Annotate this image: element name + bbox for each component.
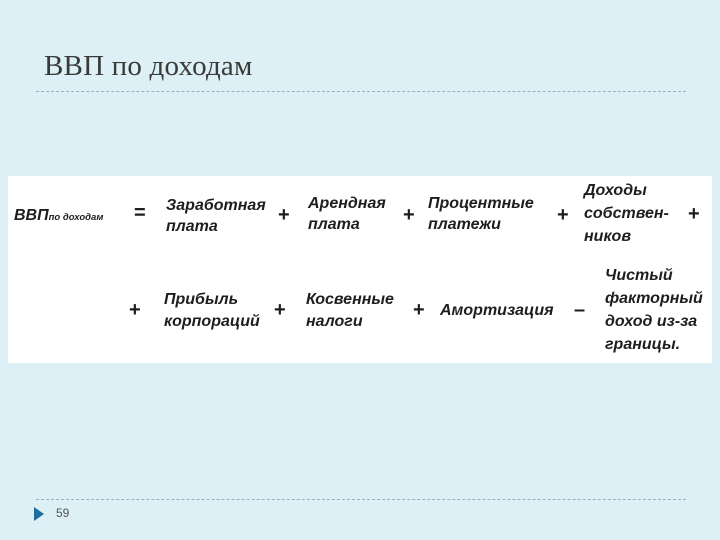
equals-sign: = <box>134 202 146 224</box>
plus-sign: + <box>278 204 290 226</box>
plus-sign: + <box>403 204 415 226</box>
term-rent-line1: Арендная <box>308 195 386 212</box>
formula-lhs <box>14 204 103 228</box>
title-divider <box>36 91 686 92</box>
term-owner-line3: ников <box>584 228 631 245</box>
term-wages-line1: Заработная <box>166 197 266 214</box>
term-depreciation: Амортизация <box>440 302 554 319</box>
footer-arrow-icon <box>34 507 44 521</box>
term-owner-line1: Доходы <box>584 182 647 199</box>
plus-sign: + <box>688 203 700 225</box>
term-wages-line2: плата <box>166 218 218 235</box>
formula-image <box>8 176 712 363</box>
term-owner-line2: собствен- <box>584 205 669 222</box>
minus-sign: – <box>574 299 586 321</box>
term-net-factor-line2: факторный <box>605 290 703 307</box>
formula-lhs-subscript: по доходам <box>48 212 104 223</box>
formula-lhs-main: ВВП <box>14 207 49 224</box>
term-interest-line1: Процентные <box>428 195 534 212</box>
plus-sign: + <box>274 299 286 321</box>
term-net-factor-line3: доход из-за <box>605 313 698 330</box>
term-interest-line2: платежи <box>428 216 501 233</box>
term-indirect-line1: Косвенные <box>306 291 394 308</box>
plus-sign: + <box>413 299 425 321</box>
page-number: 59 <box>56 506 70 520</box>
term-indirect-line2: налоги <box>306 313 363 330</box>
slide-title: ВВП по доходам <box>44 50 253 82</box>
footer-divider <box>36 499 686 500</box>
plus-sign: + <box>129 299 141 321</box>
term-profit-line1: Прибыль <box>164 291 239 308</box>
term-net-factor-line4: границы. <box>605 336 681 353</box>
term-rent-line2: плата <box>308 216 360 233</box>
term-net-factor-line1: Чистый <box>605 267 673 284</box>
term-profit-line2: корпораций <box>164 313 260 330</box>
plus-sign: + <box>557 204 569 226</box>
